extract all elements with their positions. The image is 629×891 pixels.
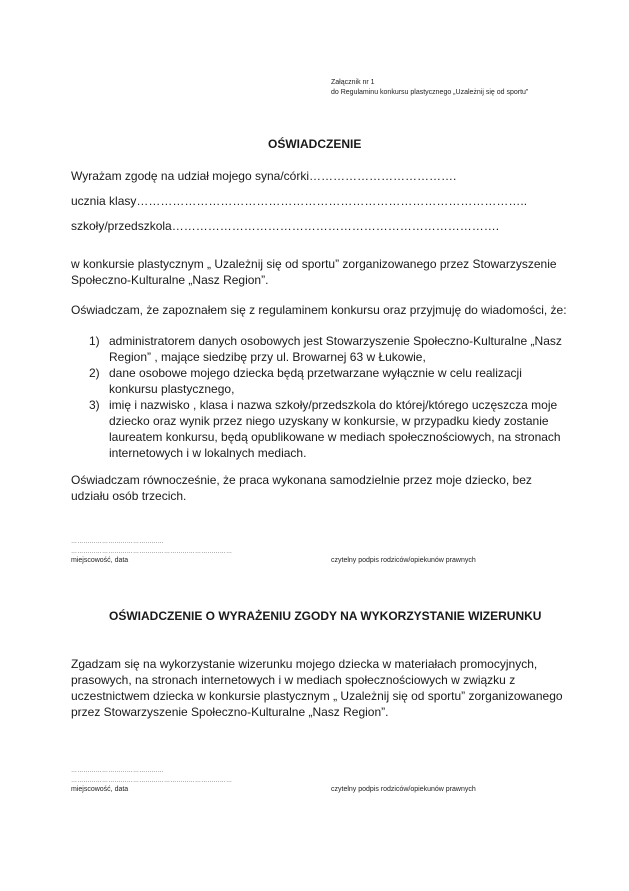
section2-title: OŚWIADCZENIE O WYRAŻENIU ZGODY NA WYKORZYSTANIE WIZERUNKU	[109, 609, 542, 623]
list-text: konkursu plastycznego,	[109, 382, 235, 396]
signature-dots-short: ………………………………………	[71, 768, 164, 774]
terms-list	[89, 333, 569, 463]
list-text: dziecko oraz wynik przez niego uzyskany w konkursie, w przypadku kiedy zostanie	[109, 414, 549, 428]
list-text: internetowych i w lokalnych mediach.	[109, 446, 307, 460]
list-text: imię i nazwisko , klasa i nazwa szkoły/przedszkola do której/którego uczęszcza moje	[109, 398, 558, 412]
signature-label: czytelny podpis rodziców/opiekunów prawnych	[331, 786, 476, 793]
list-number: 3)	[89, 398, 100, 412]
image-consent-line1: Zgadzam się na wykorzystanie wizerunku mojego dziecka w materiałach promocyjnych,	[71, 657, 538, 671]
contest-paragraph-line2: Społeczno-Kulturalne „Nasz Region”.	[71, 273, 269, 287]
list-number: 1)	[89, 334, 100, 348]
consent-field: Wyrażam zgodę na udział mojego syna/córki……………………………….	[71, 169, 457, 183]
signature-dots-long: ……………………………………………………………………	[71, 778, 233, 784]
image-consent-line4: przez Stowarzyszenie Społeczno-Kulturalne „Nasz Region”.	[71, 705, 389, 719]
school-field: szkoły/przedszkola……………………………………………………………………….	[71, 219, 500, 233]
place-date-label: miejscowość, data	[71, 786, 129, 793]
regulation-reference: do Regulaminu konkursu plastycznego „Uzależnij się od sportu”	[331, 89, 529, 96]
section1-title: OŚWIADCZENIE	[268, 137, 362, 151]
attachment-label: Załącznik nr 1	[331, 79, 375, 86]
place-date-label: miejscowość, data	[71, 557, 129, 564]
list-text: Region” , mające siedzibę przy ul. Browarnej 63 w Łukowie,	[109, 350, 426, 364]
signature-dots-long: ……………………………………………………………………	[71, 549, 233, 555]
list-number: 2)	[89, 366, 100, 380]
image-consent-line2: prasowych, na stronach internetowych i w mediach społecznościowych w związku z	[71, 673, 516, 687]
list-text: laureatem konkursu, będą opublikowane w mediach społecznościowych, na stronach	[109, 430, 561, 444]
independent-work-line2: udziału osób trzecich.	[71, 489, 187, 503]
image-consent-line3: uczestnictwem dziecka w konkursie plastycznym „ Uzależnij się od sportu” zorganizowanego	[71, 689, 563, 703]
signature-dots-short: ………………………………………	[71, 539, 164, 545]
signature-label: czytelny podpis rodziców/opiekunów prawnych	[331, 557, 476, 564]
independent-work-line1: Oświadczam równocześnie, że praca wykonana samodzielnie przez moje dziecko, bez	[71, 473, 532, 487]
class-field: ucznia klasy……………………………………………………………………………………..	[71, 194, 528, 208]
list-text: administratorem danych osobowych jest Stowarzyszenie Społeczno-Kulturalne „Nasz	[109, 334, 562, 348]
list-text: dane osobowe mojego dziecka będą przetwarzane wyłącznie w celu realizacji	[109, 366, 522, 380]
acknowledgement-paragraph: Oświadczam, że zapoznałem się z regulaminem konkursu oraz przyjmuję do wiadomości, że:	[71, 303, 567, 317]
contest-paragraph-line1: w konkursie plastycznym „ Uzależnij się od sportu” zorganizowanego przez Stowarzyszenie	[71, 257, 557, 271]
